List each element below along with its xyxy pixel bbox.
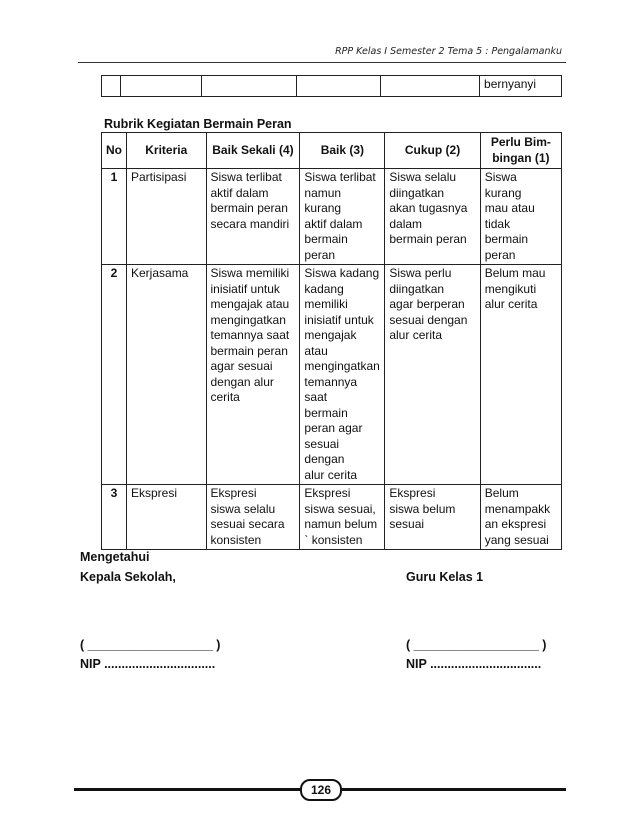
kriteria-cell: Kerjasama bbox=[127, 265, 207, 485]
principal-name-line: ( __________________ ) bbox=[80, 638, 221, 652]
cukup-cell: Siswa selalu diingatkan akan tugasnya dalam bermain peran bbox=[385, 169, 480, 265]
principal-title: Kepala Sekolah, bbox=[80, 570, 176, 584]
table-cell: bernyanyi bbox=[480, 76, 562, 97]
rubric-header-row bbox=[102, 133, 562, 169]
perlu-bimbingan-cell: Belum menampakk an ekspresi yang sesuai bbox=[480, 485, 561, 550]
table-row bbox=[102, 76, 562, 97]
footer-divider-left bbox=[74, 788, 300, 791]
perlu-bimbingan-cell: Belum mau mengikuti alur cerita bbox=[480, 265, 561, 485]
rubric-row bbox=[102, 265, 562, 485]
baik-cell: Siswa terlibat namun kurang aktif dalam bermain peran bbox=[300, 169, 385, 265]
table-cell bbox=[102, 76, 121, 97]
cukup-cell: Siswa perlu diingatkan agar berperan sesuai dengan alur cerita bbox=[385, 265, 480, 485]
rubric-title: Rubrik Kegiatan Bermain Peran bbox=[104, 117, 292, 131]
header-cell-perlu-bimbingan: Perlu Bim- bingan (1) bbox=[480, 133, 561, 169]
baik-cell: Siswa kadang kadang memiliki inisiatif untuk mengajak atau mengingatkan temannya saat bermain peran agar sesuai dengan alur cerita bbox=[300, 265, 385, 485]
table-cell bbox=[381, 76, 480, 97]
baik-sekali-cell: Ekspresi siswa selalu sesuai secara konsisten bbox=[206, 485, 300, 550]
rubric-table bbox=[101, 132, 562, 550]
baik-sekali-cell: Siswa terlibat aktif dalam bermain peran secara mandiri bbox=[206, 169, 300, 265]
kriteria-cell: Ekspresi bbox=[127, 485, 207, 550]
header-cell-baik: Baik (3) bbox=[300, 133, 385, 169]
table-cell bbox=[201, 76, 296, 97]
principal-nip: NIP ................................ bbox=[80, 657, 216, 671]
kriteria-cell: Partisipasi bbox=[127, 169, 207, 265]
teacher-name-line: ( __________________ ) bbox=[406, 638, 547, 652]
header-divider bbox=[78, 62, 566, 63]
rubric-row bbox=[102, 169, 562, 265]
table-cell bbox=[296, 76, 381, 97]
cukup-cell: Ekspresi siswa belum sesuai bbox=[385, 485, 480, 550]
header-cell-baik-sekali: Baik Sekali (4) bbox=[206, 133, 300, 169]
page-number: 126 bbox=[300, 779, 342, 801]
teacher-title: Guru Kelas 1 bbox=[406, 570, 484, 584]
header-cell-kriteria: Kriteria bbox=[127, 133, 207, 169]
perlu-bimbingan-cell: Siswa kurang mau atau tidak bermain peran bbox=[480, 169, 561, 265]
baik-sekali-cell: Siswa memiliki inisiatif untuk mengajak atau mengingatkan temannya saat bermain peran agar sesuai dengan alur cerita bbox=[206, 265, 300, 485]
previous-table-remainder bbox=[101, 75, 562, 97]
acknowledgement-label: Mengetahui bbox=[80, 550, 150, 564]
footer-divider-right bbox=[342, 788, 566, 791]
row-number: 2 bbox=[102, 265, 127, 485]
row-number: 3 bbox=[102, 485, 127, 550]
teacher-nip: NIP ................................ bbox=[406, 657, 542, 671]
row-number: 1 bbox=[102, 169, 127, 265]
header-cell-cukup: Cukup (2) bbox=[385, 133, 480, 169]
running-header: RPP Kelas I Semester 2 Tema 5 : Pengalamanku bbox=[335, 46, 562, 57]
header-cell-no: No bbox=[102, 133, 127, 169]
baik-cell: Ekspresi siswa sesuai, namun belum ` konsisten bbox=[300, 485, 385, 550]
table-cell bbox=[120, 76, 201, 97]
rubric-row bbox=[102, 485, 562, 550]
